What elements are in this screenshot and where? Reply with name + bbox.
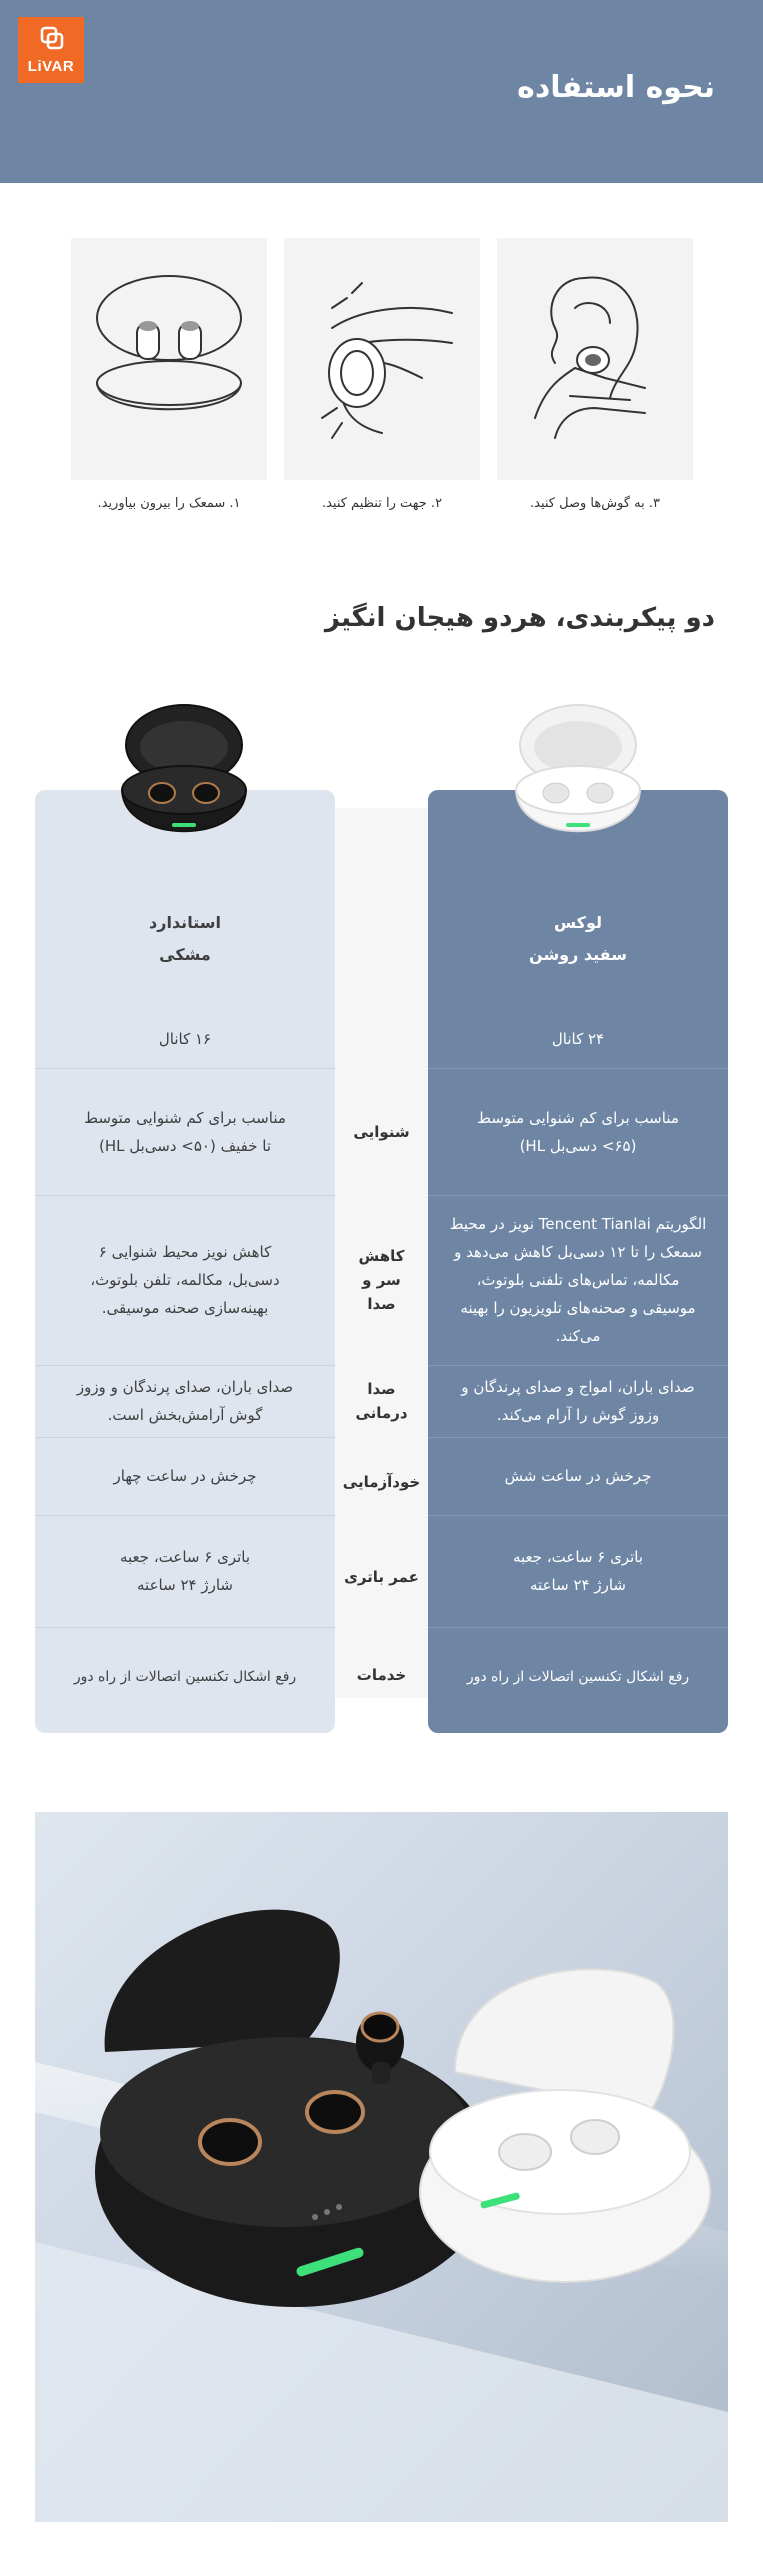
logo-text: LiVAR (27, 58, 75, 75)
step-caption-1: ۱. سمعک را بیرون بیاورید. (97, 496, 241, 511)
lux-battery: باتری ۶ ساعت، جعبه شارژ ۲۴ ساعته (512, 1548, 644, 1594)
lux-therapy: صدای باران، امواج و صدای پرندگان و وزوز گوش را آرام می‌کند. (461, 1378, 695, 1424)
lux-color: سفید روشن (529, 945, 627, 964)
lux-hearing: مناسب برای کم شنوایی متوسط (۶۵> دسی‌بل HL) (477, 1108, 679, 1155)
std-channels: ۱۶ کانال (158, 1030, 212, 1048)
lux-channels: ۲۴ کانال (551, 1030, 605, 1048)
logo-mark-icon (40, 26, 64, 50)
rotate-earbud-icon (302, 268, 462, 448)
page-title: نحوه استفاده (517, 70, 715, 105)
std-color: مشکی (159, 945, 211, 964)
product-hero-image (35, 1812, 728, 2522)
label-service: خدمات (356, 1666, 407, 1684)
step-card-1 (71, 238, 267, 480)
label-hearing: شنوایی (353, 1122, 410, 1141)
lux-service: رفع اشکال تکنسین اتصالات از راه دور (466, 1669, 690, 1685)
std-selftest: چرخش در ساعت چهار (113, 1467, 257, 1485)
std-noise: کاهش نویز محیط شنوایی ۶ دسی‌بل، مکالمه، تلفن بلوتوث، بهینه‌سازی صحنه موسیقی. (90, 1243, 280, 1317)
step-caption-3: ۳. به گوش‌ها وصل کنید. (530, 496, 660, 511)
label-battery: عمر باتری (344, 1568, 419, 1586)
label-noise: کاهش سر و صدا (358, 1247, 405, 1313)
lux-noise: الگوریتم Tencent Tianlai نویز در محیط سمعک را تا ۱۲ دسی‌بل کاهش می‌دهد و مکالمه، تماس‌های تلفنی بلوتوث، موسیقی و صحنه‌های تلویزیون را بهینه می‌کند. (449, 1215, 707, 1345)
label-selftest: خودآزمایی (342, 1473, 421, 1491)
lux-selftest: چرخش در ساعت شش (504, 1467, 652, 1485)
std-battery: باتری ۶ ساعت، جعبه شارژ ۲۴ ساعته (119, 1548, 251, 1594)
comparison-title: دو پیکربندی، هردو هیجان انگیز (324, 603, 715, 633)
step-caption-2: ۲. جهت را تنظیم کنید. (321, 496, 443, 511)
lux-name: لوکس (554, 913, 602, 932)
step-card-2 (284, 238, 480, 480)
step-card-3 (497, 238, 693, 480)
std-hearing: مناسب برای کم شنوایی متوسط تا خفیف (۵۰> دسی‌بل HL) (84, 1108, 286, 1155)
open-case-icon (89, 268, 249, 448)
header-banner (0, 0, 763, 183)
std-name: استاندارد (149, 913, 221, 932)
brand-logo[interactable] (18, 17, 84, 83)
label-therapy: صدا درمانی (355, 1380, 408, 1422)
std-therapy: صدای باران، صدای پرندگان و وزوز گوش آرامش‌بخش است. (76, 1378, 294, 1424)
black-case-image (104, 695, 264, 855)
std-service: رفع اشکال تکنسین اتصالات از راه دور (73, 1669, 297, 1685)
ear-insert-icon (515, 268, 675, 448)
white-case-image (498, 695, 658, 855)
